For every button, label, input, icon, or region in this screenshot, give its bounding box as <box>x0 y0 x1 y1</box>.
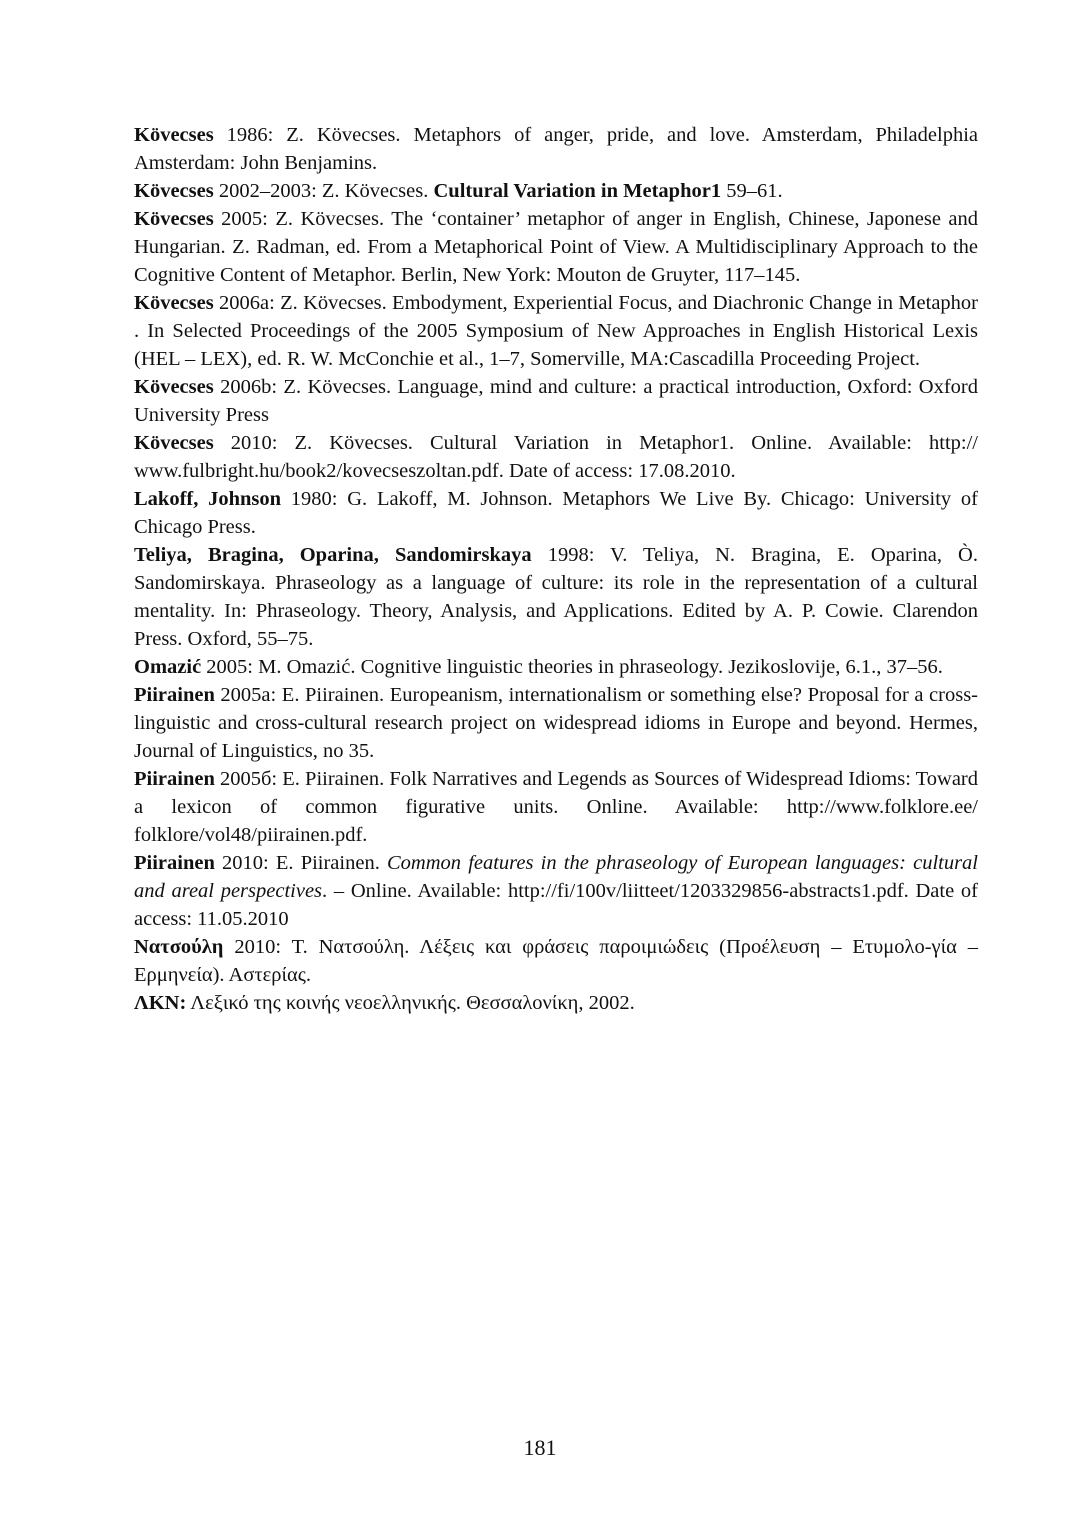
reference-text: 2010: E. Piirainen. <box>214 852 387 874</box>
reference-text: 2010: Τ. Νατσούλη. Λέξεις και φράσεις παροιμιώδεις (Προέλευση – Ετυμολο-γία – Ερμηνεία). Αστερίας. <box>134 936 978 986</box>
reference-entry <box>134 541 978 653</box>
reference-text: 2005: Z. Kövecses. The ‘container’ metaphor of anger in English, Chinese, Japonese and Hungarian. Z. Radman, ed. From a Metaphorical Point of View. A Multidisciplinary Approach to the Cognitive Content of Metaphor. Berlin, New York: Mouton de Gruyter, 117–145. <box>134 208 978 286</box>
reference-author: Kövecses <box>134 180 214 202</box>
reference-entry <box>134 289 978 373</box>
reference-entry <box>134 373 978 429</box>
reference-text: 2005: M. Omazić. Cognitive linguistic theories in phraseology. Jezikoslovije, 6.1., 37–56. <box>201 656 943 678</box>
reference-text: 2006a: Z. Kövecses. Embodyment, Experiential Focus, and Diachronic Change in Metaphor . In Selected Proceedings of the 2005 Symposium of New Approaches in English Historical Lexis (HEL – LEX), ed. R. W. McConchie et al., 1–7, Somerville, MA:Cascadilla Proceeding Project. <box>134 292 978 370</box>
reference-author: ΛΚΝ: <box>134 992 187 1014</box>
reference-author: Νατσούλη <box>134 936 224 958</box>
reference-entry <box>134 849 978 933</box>
reference-text: 1998: V. Teliya, N. Bragina, E. Oparina, Ò. Sandomirskaya. Phraseology as a language of culture: its role in the representation of a cultural mentality. In: Phraseology. Theory, Analysis, and Applications. Edited by A. P. Cowie. Clarendon Press. Oxford, 55–75. <box>134 544 978 650</box>
reference-entry <box>134 121 978 177</box>
reference-entry <box>134 485 978 541</box>
reference-author: Kövecses <box>134 376 214 398</box>
reference-title: Common features in the phraseology of European languages: cultural and areal perspectives <box>134 852 979 902</box>
page-number: 181 <box>523 1435 557 1460</box>
reference-author: Kövecses <box>134 124 214 146</box>
reference-text: 2002–2003: Z. Kövecses. <box>213 180 434 202</box>
reference-text: 2005б: E. Piirainen. Folk Narratives and Legends as Sources of Widespread Idioms: Toward a lexicon of common figurative units. Online. Available: http://www.folklore.ee/ folklore/vol48/piirainen.pdf. <box>134 768 978 846</box>
reference-text: . – Online. Available: http://fi/100v/liitteet/1203329856-abstracts1.pdf. Date of access: 11.05.2010 <box>134 880 978 930</box>
reference-entry <box>134 681 978 765</box>
reference-entry <box>134 765 978 849</box>
reference-author: Omazić <box>134 656 202 678</box>
reference-entry <box>134 177 978 205</box>
reference-author: Piirainen <box>134 768 215 790</box>
reference-text: 2006b: Z. Kövecses. Language, mind and culture: a practical introduction, Oxford: Oxford University Press <box>134 376 978 426</box>
reference-author: Kövecses <box>134 292 214 314</box>
reference-author: Kövecses <box>134 432 214 454</box>
reference-list <box>134 121 978 1017</box>
reference-text: 2010: Z. Kövecses. Cultural Variation in Metaphor1. Online. Available: http:// www.fulbright.hu/book2/kovecseszoltan.pdf. Date of access: 17.08.2010. <box>134 432 978 482</box>
reference-text: 1986: Z. Kövecses. Metaphors of anger, pride, and love. Amsterdam, Philadelphia Amsterdam: John Benjamins. <box>134 124 978 174</box>
reference-entry <box>134 933 978 989</box>
reference-entry <box>134 429 978 485</box>
reference-author: Piirainen <box>134 684 215 706</box>
reference-author: Kövecses <box>134 208 214 230</box>
reference-text: Λεξικό της κοινής νεοελληνικής. Θεσσαλονίκη, 2002. <box>186 992 635 1014</box>
reference-entry <box>134 653 978 681</box>
reference-author: Piirainen <box>134 852 215 874</box>
reference-author: Lakoff, Johnson <box>134 488 282 510</box>
reference-text: 59–61. <box>721 180 783 202</box>
reference-entry <box>134 205 978 289</box>
reference-entry <box>134 989 978 1017</box>
reference-text: 2005a: E. Piirainen. Europeanism, internationalism or something else? Proposal for a cross-linguistic and cross-cultural research project on widespread idioms in Europe and beyond. Hermes, Journal of Linguistics, no 35. <box>134 684 978 762</box>
reference-title: Cultural Variation in Metaphor1 <box>433 180 722 202</box>
reference-author: Teliya, Bragina, Oparina, Sandomirskaya <box>134 544 532 566</box>
reference-text: 1980: G. Lakoff, M. Johnson. Metaphors We Live By. Chicago: University of Chicago Press. <box>134 488 978 538</box>
